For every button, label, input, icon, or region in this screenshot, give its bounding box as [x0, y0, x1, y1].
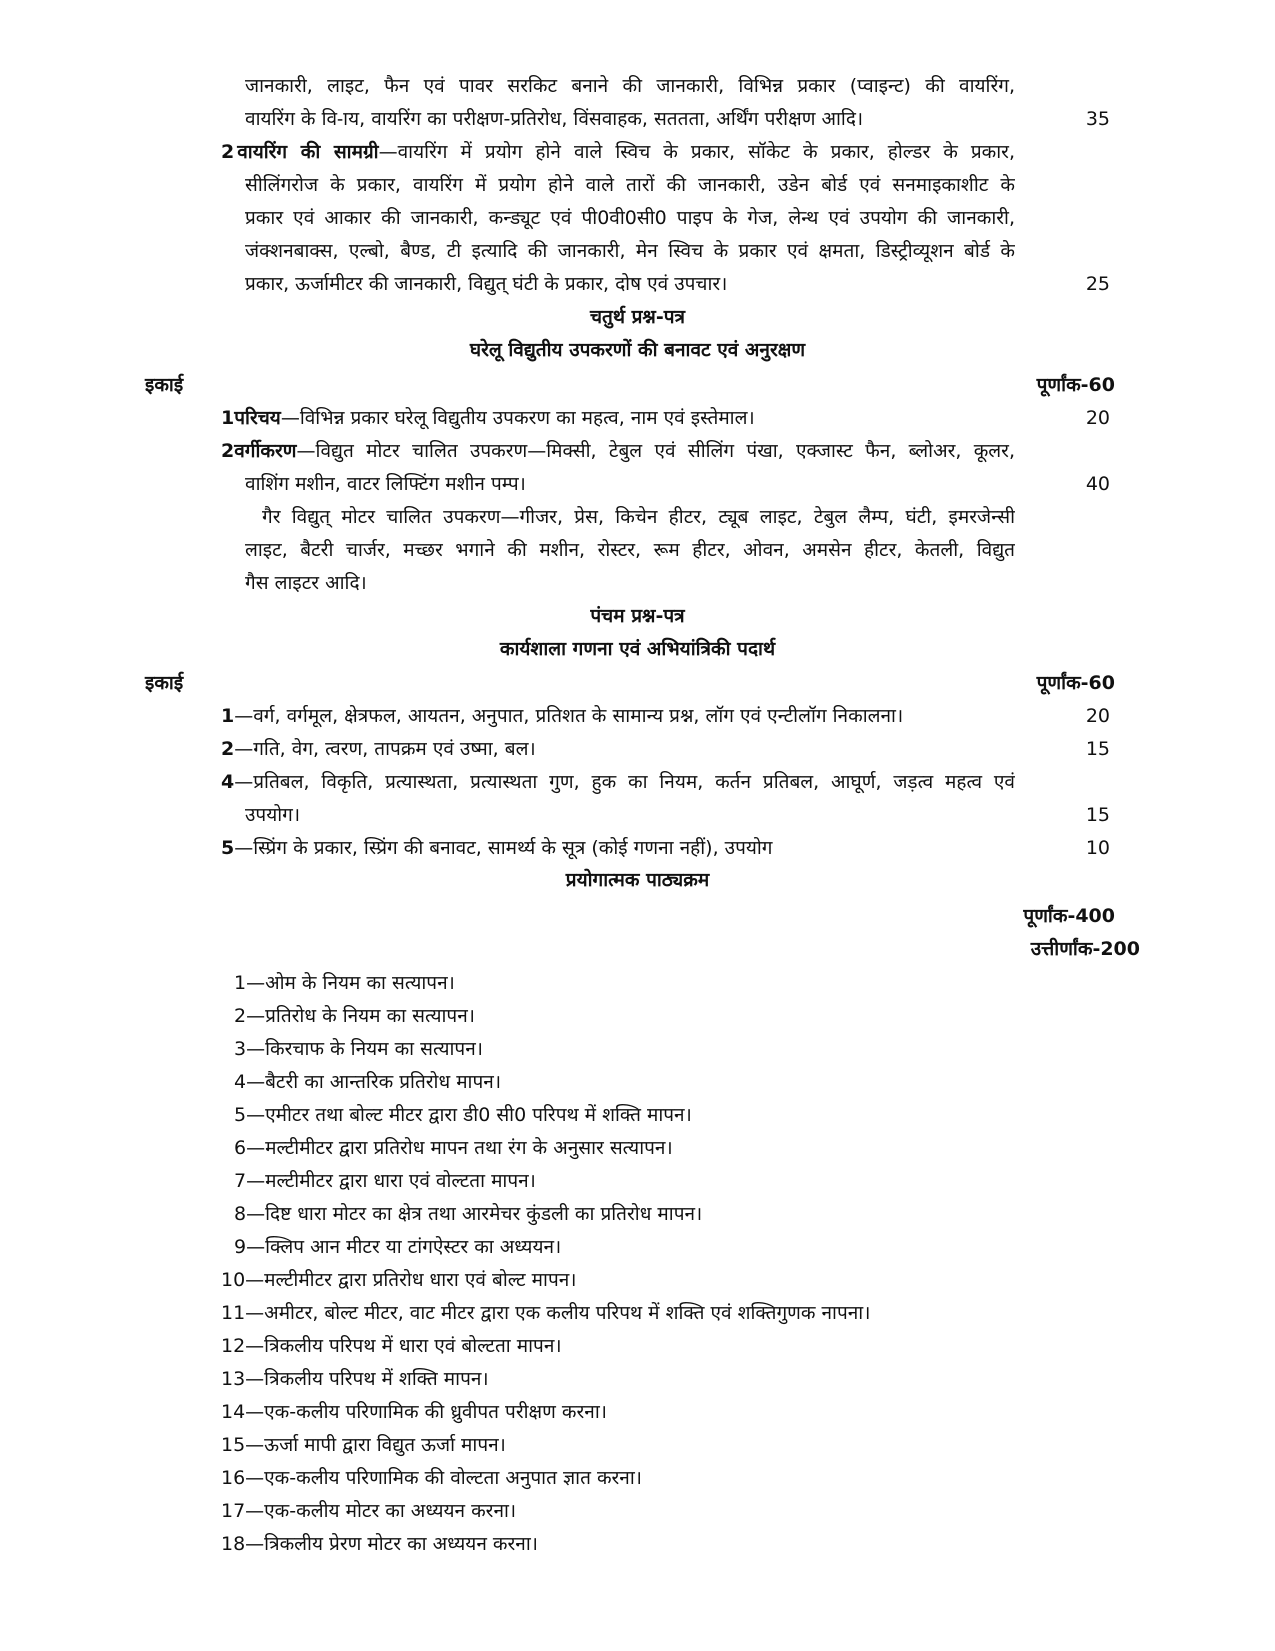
- wiring-p2-text: —वायरिंग में प्रयोग होने वाले स्विच के प्रकार, सॉकेट के प्रकार, होल्डर के प्रकार,: [378, 141, 1015, 163]
- paper5-total: पूर्णांक-60: [1036, 672, 1115, 694]
- paper5-item-1-num: 1: [221, 705, 235, 727]
- practical-item: 11—अमीटर, बोल्ट मीटर, वाट मीटर द्वारा एक कलीय परिपथ में शक्ति एवं शक्तिगुणक नापना।: [221, 1302, 871, 1324]
- paper4-item-1-title: परिचय: [234, 407, 281, 429]
- paper5-item-5-marks: 10: [1085, 837, 1110, 859]
- practical-item: 12—त्रिकलीय परिपथ में धारा एवं बोल्टता मापन।: [221, 1335, 562, 1357]
- paper4-item-2-title: वर्गीकरण: [234, 440, 297, 462]
- paper5-item-5: [221, 832, 773, 864]
- practical-item: 18—त्रिकलीय प्रेरण मोटर का अध्ययन करना।: [221, 1533, 538, 1555]
- paper4-extra-line-1: गैर विद्युत् मोटर चालित उपकरण—गीजर, प्रेस, किचेन हीटर, ट्यूब लाइट, टेबुल लैम्प, घंटी, इमरजेन्सी: [262, 506, 1015, 528]
- paper4-item-2-text: —विद्युत मोटर चालित उपकरण—मिक्सी, टेबुल एवं सीलिंग पंखा, एक्जास्ट फैन, ब्लोअर, कूलर,: [296, 440, 1015, 462]
- paper4-extra-line-2: लाइट, बैटरी चार्जर, मच्छर भगाने की मशीन, रोस्टर, रूम हीटर, ओवन, अमसेन हीटर, केतली, विद्युत: [245, 539, 1015, 561]
- paper5-title: कार्यशाला गणना एवं अभियांत्रिकी पदार्थ: [499, 638, 776, 660]
- practical-item: 15—ऊर्जा मापी द्वारा विद्युत ऊर्जा मापन।: [221, 1434, 506, 1456]
- practical-item: 16—एक-कलीय परिणामिक की वोल्टता अनुपात ज्ञात करना।: [221, 1467, 642, 1489]
- paper4-item-2-marks: 40: [1085, 473, 1110, 495]
- paper5-unit-label: इकाई: [145, 672, 184, 694]
- paper4-item-1: [221, 402, 755, 434]
- paper5-item-4: [221, 766, 1015, 798]
- paper5-item-1-marks: 20: [1085, 705, 1110, 727]
- practical-item: 9—क्लिप आन मीटर या टांगऐस्टर का अध्ययन।: [234, 1236, 562, 1258]
- practical-item: 3—किरचाफ के नियम का सत्यापन।: [234, 1038, 483, 1060]
- practical-item: 1—ओम के नियम का सत्यापन।: [234, 972, 455, 994]
- practical-item: 2—प्रतिरोध के नियम का सत्यापन।: [234, 1005, 475, 1027]
- wiring-p2-num: 2: [221, 141, 235, 163]
- paper4-item-1-text: —विभिन्न प्रकार घरेलू विद्युतीय उपकरण का महत्व, नाम एवं इस्तेमाल।: [280, 407, 755, 429]
- wiring-p2-line-1: [221, 136, 1015, 168]
- paper4-item-2: [221, 435, 1015, 467]
- paper5-item-1: [221, 700, 903, 732]
- paper4-item-2-line-2: वाशिंग मशीन, वाटर लिफ्टिंग मशीन पम्प।: [245, 473, 526, 495]
- wiring-p2-line-3: प्रकार एवं आकार की जानकारी, कन्ड्यूट एवं पी0वी0सी0 पाइप के गेज, लेन्थ एवं उपयोग की जानकारी,: [245, 207, 1015, 229]
- paper4-heading: चतुर्थ प्रश्न-पत्र: [589, 306, 686, 328]
- practical-item: 17—एक-कलीय मोटर का अध्ययन करना।: [221, 1500, 517, 1522]
- wiring-p1-line-1: जानकारी, लाइट, फैन एवं पावर सरकिट बनाने की जानकारी, विभिन्न प्रकार (प्वाइन्ट) की वायरिंग,: [245, 75, 1015, 97]
- practical-item: 7—मल्टीमीटर द्वारा धारा एवं वोल्टता मापन।: [234, 1170, 536, 1192]
- practical-item: 14—एक-कलीय परिणामिक की ध्रुवीपत परीक्षण करना।: [221, 1401, 607, 1423]
- wiring-p1-marks: 35: [1085, 108, 1110, 130]
- paper4-item-1-num: 1: [221, 407, 235, 429]
- practical-item: 5—एमीटर तथा बोल्ट मीटर द्वारा डी0 सी0 परिपथ में शक्ति मापन।: [234, 1104, 692, 1126]
- paper4-item-2-num: 2: [221, 440, 235, 462]
- wiring-p1-line-2: वायरिंग के वि-ाय, वायरिंग का परीक्षण-प्रतिरोध, विंसवाहक, सततता, अर्थिंग परीक्षण आदि।: [245, 108, 864, 130]
- practical-title: प्रयोगात्मक पाठ्यक्रम: [565, 869, 710, 891]
- practical-item: 6—मल्टीमीटर द्वारा प्रतिरोध मापन तथा रंग के अनुसार सत्यापन।: [234, 1137, 673, 1159]
- practical-item: 4—बैटरी का आन्तरिक प्रतिरोध मापन।: [234, 1071, 502, 1093]
- paper5-item-2-marks: 15: [1085, 738, 1110, 760]
- paper5-item-5-num: 5: [221, 837, 235, 859]
- paper5-heading: पंचम प्रश्न-पत्र: [590, 605, 685, 627]
- wiring-p2-line-5: प्रकार, ऊर्जामीटर की जानकारी, विद्युत् घंटी के प्रकार, दोष एवं उपचार।: [245, 273, 728, 295]
- wiring-p2-marks: 25: [1085, 273, 1110, 295]
- paper5-item-4-marks: 15: [1085, 804, 1110, 826]
- practical-total: पूर्णांक-400: [1023, 905, 1115, 927]
- paper5-item-1-text: —वर्ग, वर्गमूल, क्षेत्रफल, आयतन, अनुपात, प्रतिशत के सामान्य प्रश्न, लॉग एवं एन्टीलॉग निकालना।: [234, 705, 904, 727]
- paper4-extra-line-3: गैस लाइटर आदि।: [245, 572, 367, 594]
- practical-item: 13—त्रिकलीय परिपथ में शक्ति मापन।: [221, 1368, 489, 1390]
- paper5-item-4-line-2: उपयोग।: [245, 804, 301, 826]
- wiring-p2-line-4: जंक्शनबाक्स, एल्बो, बैण्ड, टी इत्यादि की जानकारी, मेन स्विच के प्रकार एवं क्षमता, डिस्ट्रीव्यूशन बोर्ड के: [245, 240, 1015, 262]
- paper4-item-1-marks: 20: [1085, 407, 1110, 429]
- practical-item: 10—मल्टीमीटर द्वारा प्रतिरोध धारा एवं बोल्ट मापन।: [221, 1269, 577, 1291]
- paper5-item-2-text: —गति, वेग, त्वरण, तापक्रम एवं उष्मा, बल।: [234, 738, 536, 760]
- paper5-item-4-num: 4: [221, 771, 235, 793]
- paper4-unit-label: इकाई: [145, 374, 184, 396]
- paper4-total: पूर्णांक-60: [1036, 374, 1115, 396]
- wiring-p2-line-2: सीलिंगरोज के प्रकार, वायरिंग में प्रयोग होने वाले तारों की जानकारी, उडेन बोर्ड एवं सनमाइकाशीट के: [245, 174, 1015, 196]
- paper5-item-4-text: —प्रतिबल, विकृति, प्रत्यास्थता, प्रत्यास्थता गुण, हुक का नियम, कर्तन प्रतिबल, आघूर्ण, जड़त्व महत्व एवं: [234, 771, 1015, 793]
- practical-pass: उत्तीर्णांक-200: [1030, 938, 1140, 960]
- paper5-item-2-num: 2: [221, 738, 235, 760]
- paper5-item-2: [221, 733, 536, 765]
- paper5-item-5-text: —स्प्रिंग के प्रकार, स्प्रिंग की बनावट, सामर्थ्य के सूत्र (कोई गणना नहीं), उपयोग: [234, 837, 773, 859]
- practical-item: 8—दिष्ट धारा मोटर का क्षेत्र तथा आरमेचर कुंडली का प्रतिरोध मापन।: [234, 1203, 703, 1225]
- wiring-p2-title: वायरिंग की सामग्री: [237, 141, 379, 163]
- paper4-title: घरेलू विद्युतीय उपकरणों की बनावट एवं अनुरक्षण: [469, 339, 806, 361]
